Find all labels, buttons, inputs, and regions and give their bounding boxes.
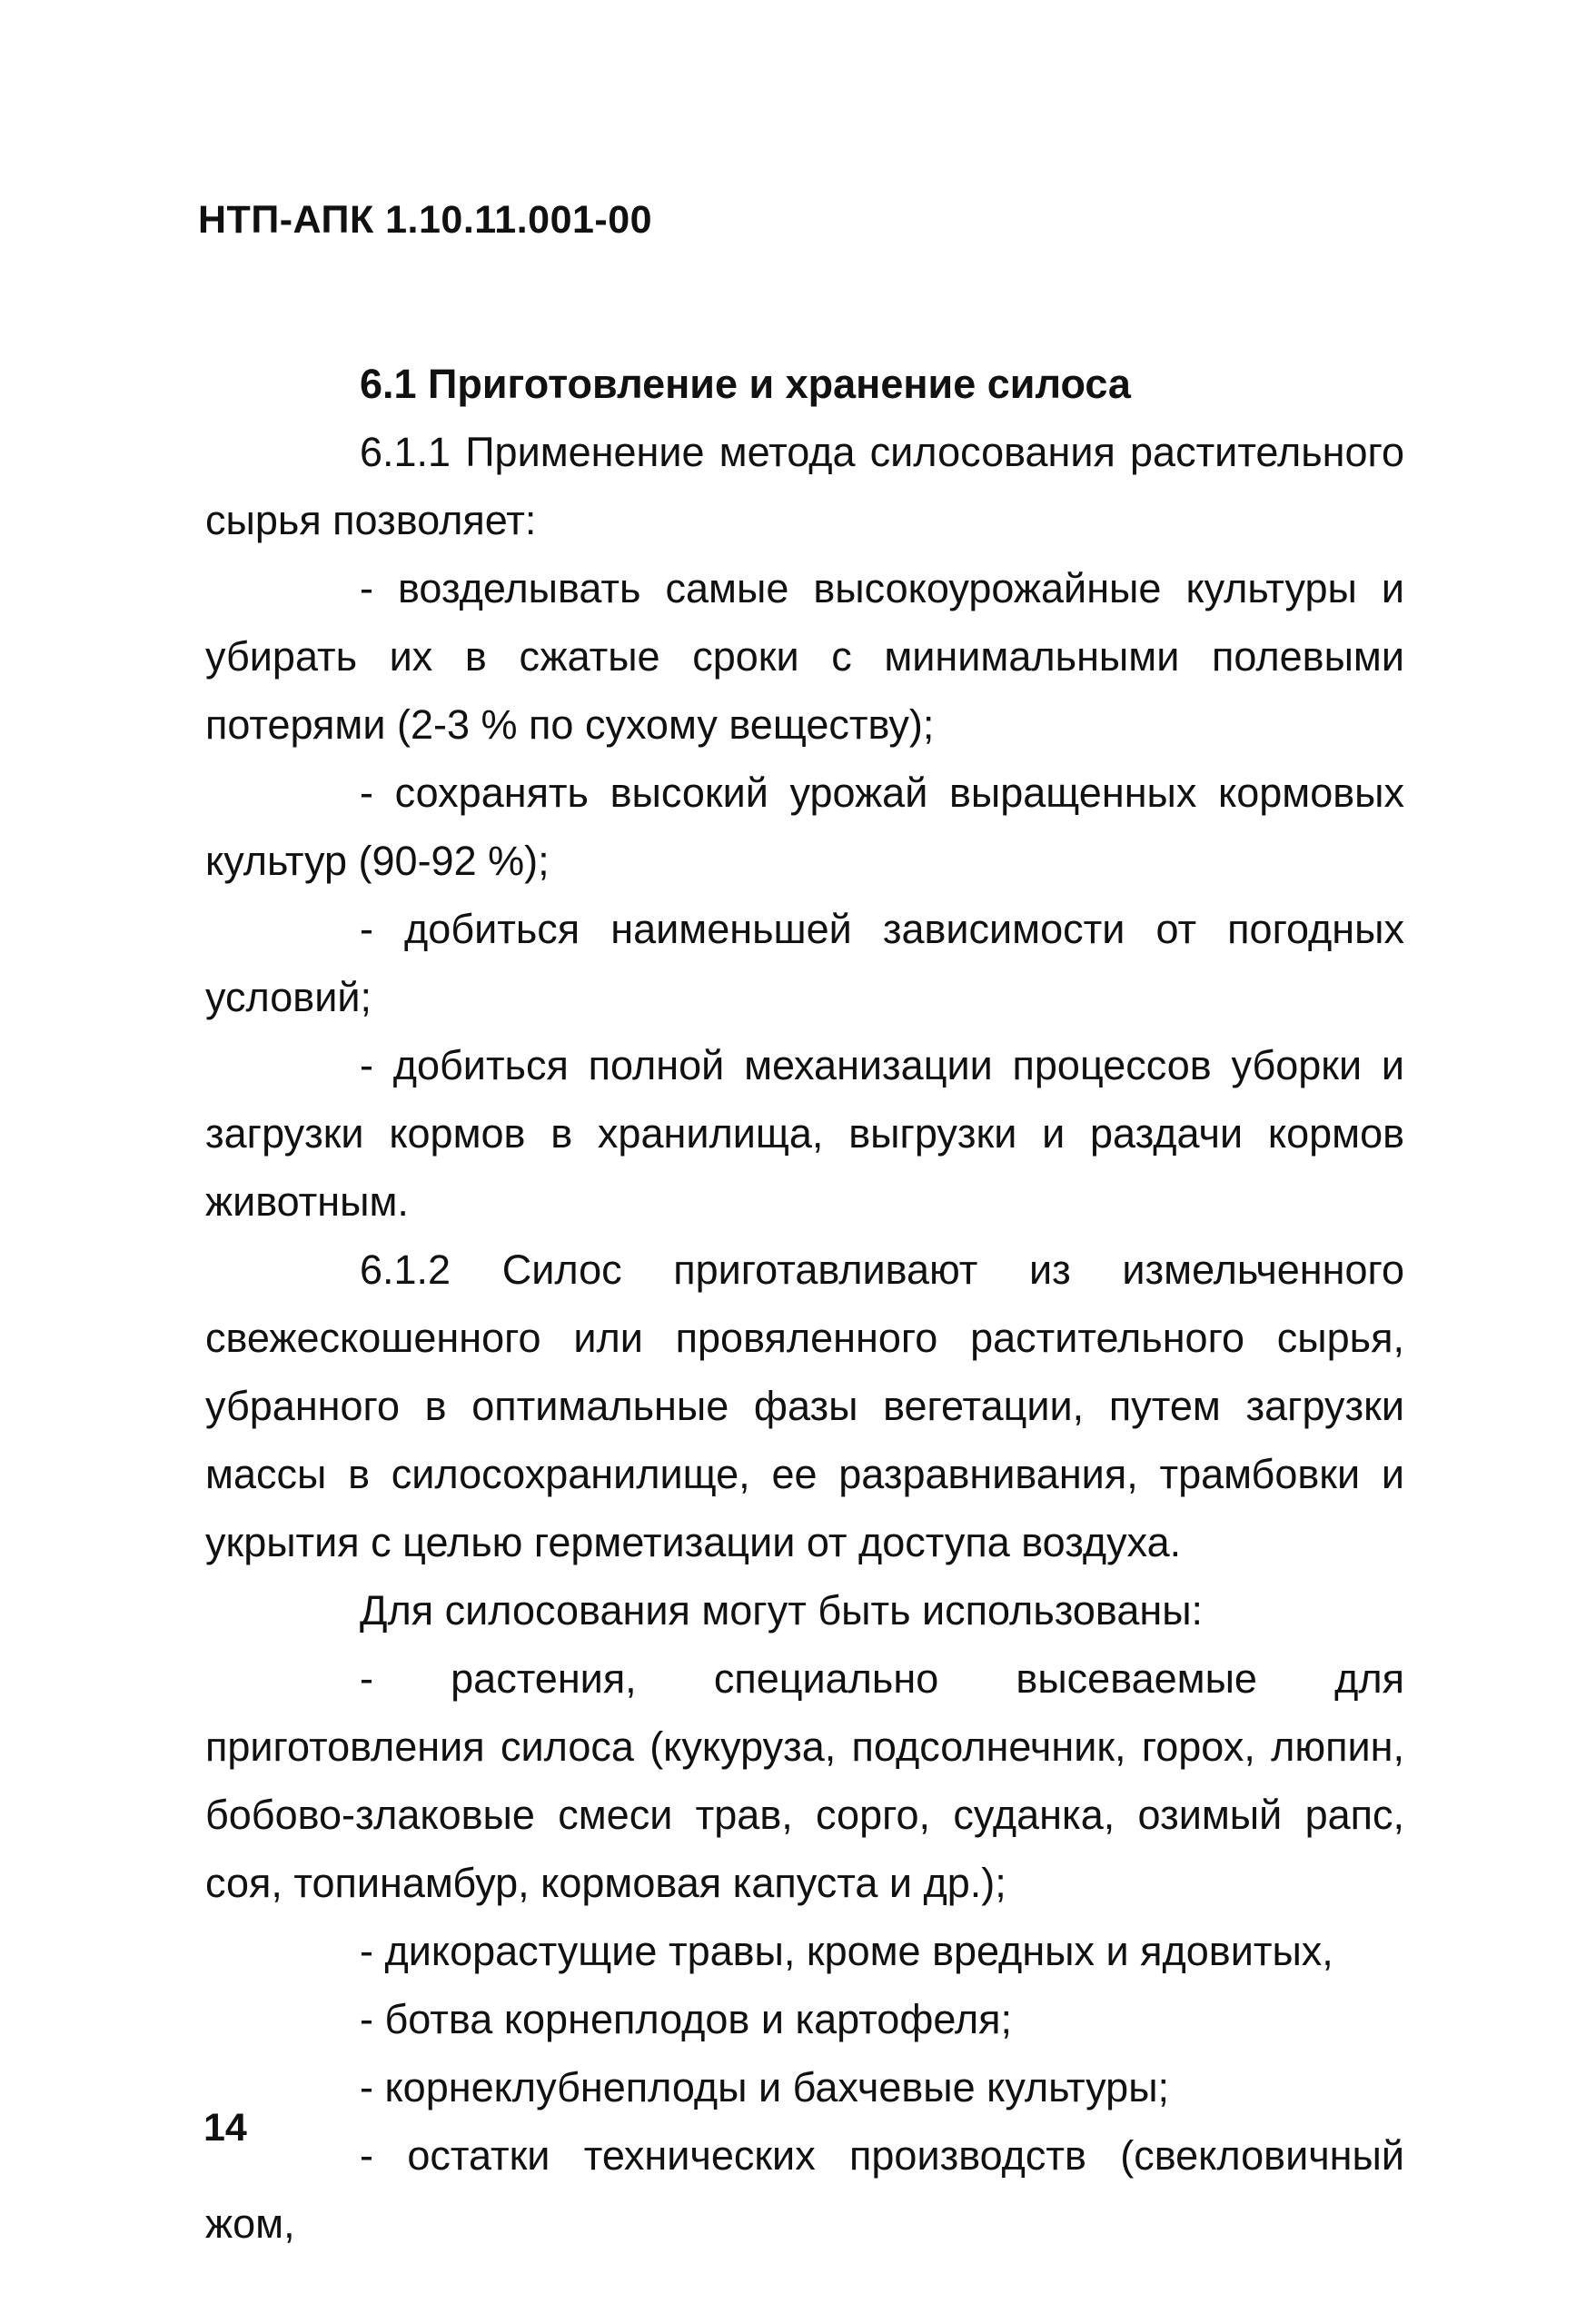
- list-item: - возделывать самые высокоурожайные культуры и убирать их в сжатые сроки с минимальными полевыми потерями (2-3 % по сухому веществу);: [205, 565, 1404, 748]
- list-item: - сохранять высокий урожай выращенных кормовых культур (90-92 %);: [205, 770, 1404, 884]
- paragraph-6-1-2: 6.1.2 Силос приготавливают из измельченного свежескошенного или провяленного растительного сырья, убранного в оптимальные фазы вегетации, путем загрузки массы в силосохранилище, ее разравнивания, трамбовки и укрытия с целью герметизации от доступа воздуха.: [205, 1246, 1404, 1565]
- list-item: - растения, специально высеваемые для приготовления силоса (кукуруза, подсолнечник, горох, люпин, бобово-злаковые смеси трав, сорго, суданка, озимый рапс, соя, топинамбур, кормовая капуста и др.);: [205, 1655, 1404, 1906]
- section-title: 6.1 Приготовление и хранение силоса: [360, 361, 1131, 407]
- paragraph-silage-sources: Для силосования могут быть использованы:: [360, 1587, 1204, 1634]
- page-number: 14: [203, 2106, 247, 2150]
- list-item: - остатки технических производств (свекловичный жом,: [205, 2132, 1404, 2247]
- document-body: [205, 350, 1404, 2258]
- paragraph-6-1-1: 6.1.1 Применение метода силосования растительного сырья позволяет:: [205, 429, 1404, 543]
- list-item: - добиться наименьшей зависимости от погодных условий;: [205, 906, 1404, 1020]
- list-item: - корнеклубнеплоды и бахчевые культуры;: [360, 2064, 1170, 2110]
- document-code: НТП-АПК 1.10.11.001-00: [198, 198, 653, 242]
- list-item: - ботва корнеплодов и картофеля;: [360, 1996, 1013, 2042]
- list-item: - добиться полной механизации процессов уборки и загрузки кормов в хранилища, выгрузки и раздачи кормов животным.: [205, 1042, 1404, 1225]
- list-item: - дикорастущие травы, кроме вредных и ядовитых,: [360, 1928, 1333, 1974]
